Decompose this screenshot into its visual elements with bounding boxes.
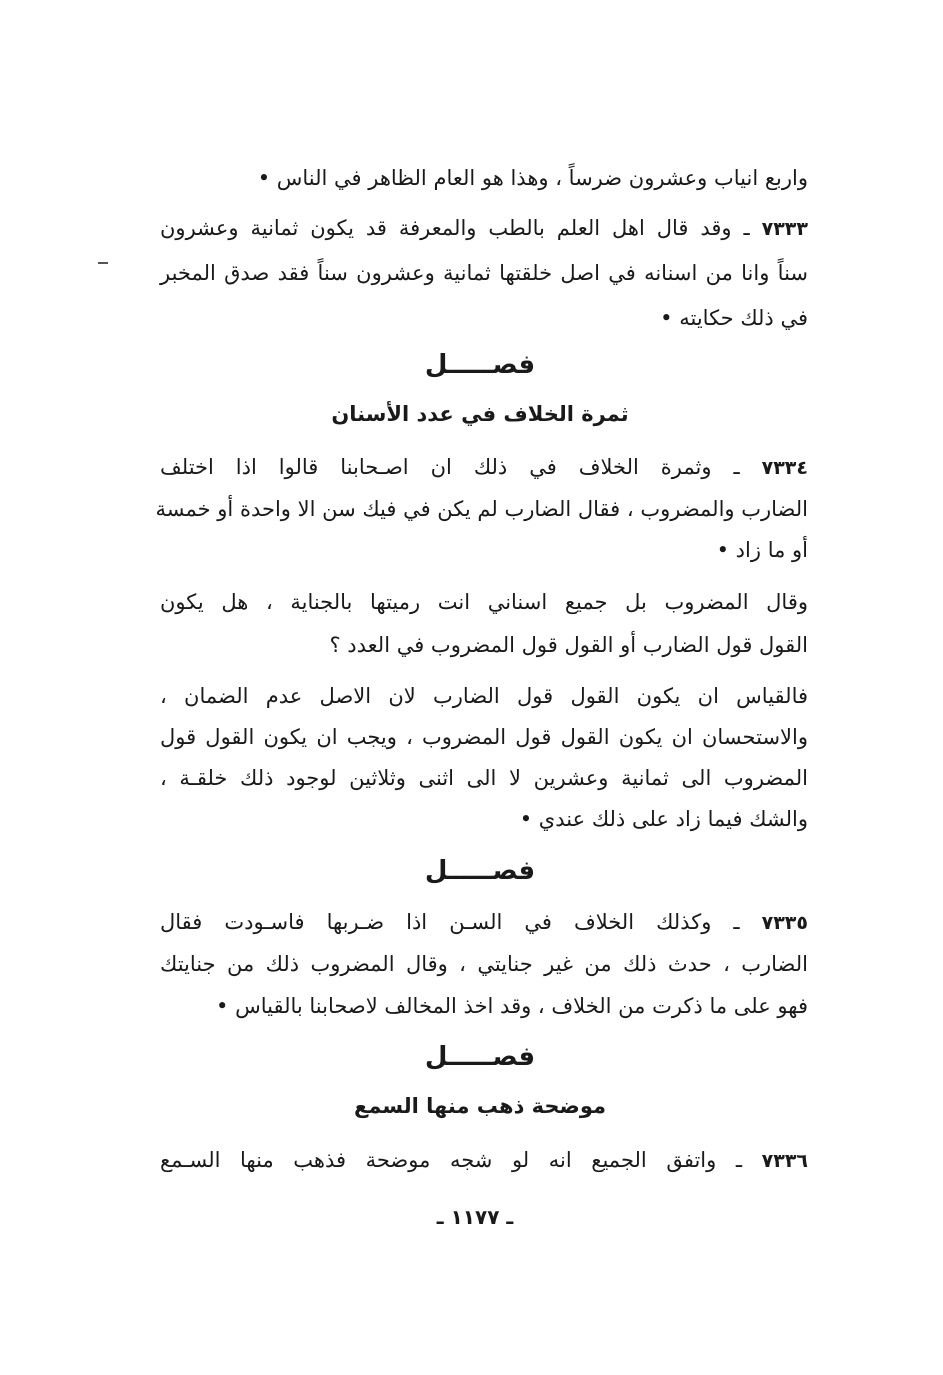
section-heading: موضحة ذهب منها السمع <box>353 1094 607 1118</box>
text-line: ـ وكذلك الخلاف في السـن اذا ضـربها فاسـودت فقال <box>160 910 762 934</box>
text-line: وقال المضروب بل جميع اسناني انت رميتها بالجناية ، هل يكون <box>160 590 808 614</box>
text-line: ـ واتفق الجميع انه لو شجه موضحة فذهب منها السـمع <box>160 1148 762 1172</box>
paragraph-number: ٧٣٣٥ <box>761 912 808 934</box>
paragraph-7335-line-1 <box>160 907 808 938</box>
paragraph-number: ٧٣٣٤ <box>761 457 808 479</box>
text-line: والشك فيما زاد على ذلك عندي • <box>519 807 808 831</box>
text-line: الضارب ، حدث ذلك من غير جنايتي ، وقال المضروب ذلك من جنايتك <box>160 952 808 976</box>
section-title-fasl: فصـــــل <box>424 1042 536 1072</box>
text-line: ـ وثمرة الخلاف في ذلك ان اصـحابنا قالوا اذا اختلف <box>160 455 762 479</box>
paragraph-number: ٧٣٣٣ <box>761 218 808 240</box>
section-title-fasl: فصـــــل <box>424 350 536 380</box>
text-line: القول قول الضارب أو القول قول المضروب في العدد ؟ <box>329 633 808 657</box>
paragraph-7336-line-1 <box>160 1145 808 1176</box>
text-line: سناً وانا من اسنانه في اصل خلقتها ثمانية وعشرون سناً فقد صدق المخبر <box>160 261 808 285</box>
section-heading: ثمرة الخلاف في عدد الأسنان <box>331 402 629 426</box>
text-line: المضروب الى ثمانية وعشرين لا الى اثنى وثلاثين لوجود ذلك خلقـة ، <box>160 766 808 790</box>
section-title-fasl: فصـــــل <box>424 856 536 886</box>
text-line: واربع انياب وعشرون ضرساً ، وهذا هو العام الظاهر في الناس • <box>257 166 808 190</box>
paragraph-7333-line-1 <box>160 213 808 244</box>
page-number: ـ ١١٧٧ ـ <box>436 1205 514 1229</box>
text-line: ـ وقد قال اهل العلم بالطب والمعرفة قد يكون ثمانية وعشرون <box>160 216 762 240</box>
paragraph-number: ٧٣٣٦ <box>761 1150 809 1172</box>
text-line: أو ما زاد • <box>716 538 808 562</box>
text-line: والاستحسان ان يكون القول قول المضروب ، ويجب ان يكون القول قول <box>160 725 808 749</box>
text-line: فهو على ما ذكرت من الخلاف ، وقد اخذ المخالف لاصحابنا بالقياس • <box>216 994 808 1018</box>
margin-mark <box>98 262 108 264</box>
paragraph-7334-line-1 <box>160 452 808 483</box>
text-line: الضارب والمضروب ، فقال الضارب لم يكن في فيك سن الا واحدة أو خمسة <box>155 497 808 521</box>
text-line: فالقياس ان يكون القول قول الضارب لان الاصل عدم الضمان ، <box>160 684 808 708</box>
text-line: في ذلك حكايته • <box>660 306 808 330</box>
